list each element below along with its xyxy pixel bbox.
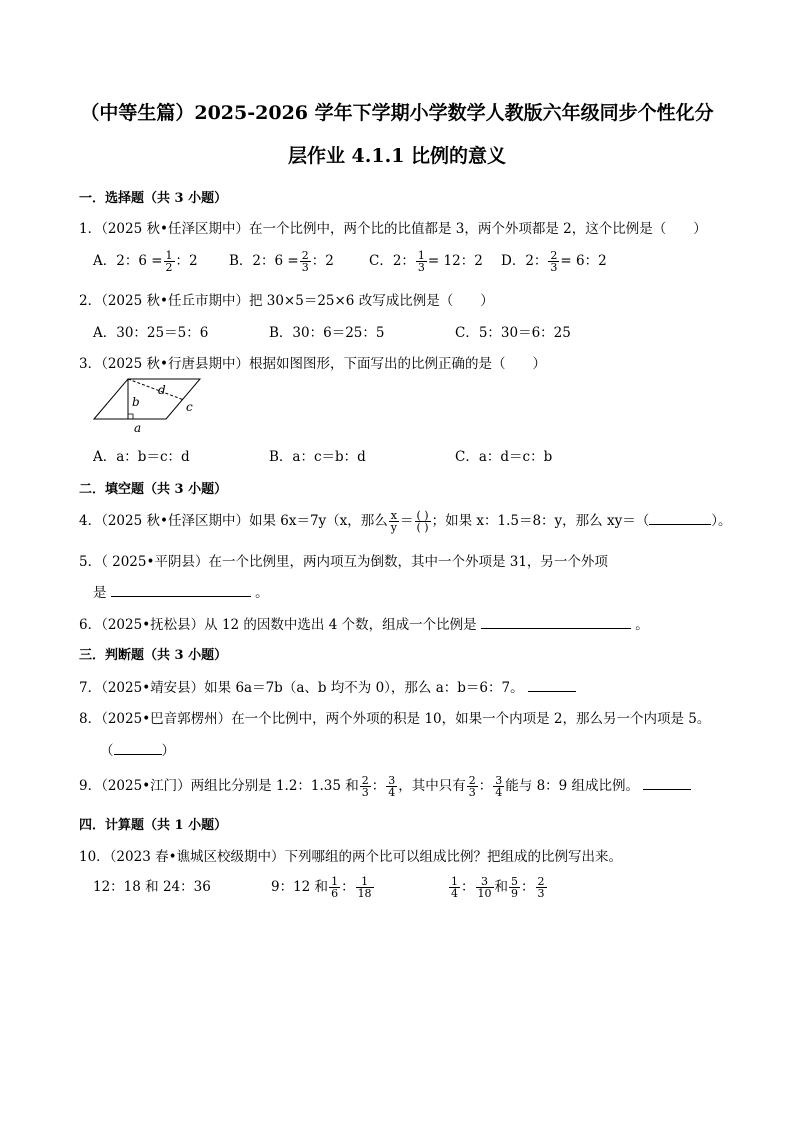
page-title-line-2: 层作业 4.1.1 比例的意义 <box>287 145 507 167</box>
question-3-option-c: C．a：d＝c：b <box>455 449 553 465</box>
fraction: $\frac{2}{3}$ <box>537 875 545 900</box>
fraction: $\frac{2}{3}$ <box>361 774 369 799</box>
question-10-group-2: 9：12 和 $\frac{1}{6}$ ： $\frac{1}{18}$ <box>271 875 372 900</box>
question-1-option-b: B．2：6 = $\frac{2}{3}$ ：2 <box>229 249 334 274</box>
answer-blank[interactable] <box>643 777 691 790</box>
fraction: $\frac{2}{3}$ <box>550 249 558 274</box>
parallelogram-figure <box>92 375 207 435</box>
label-c: c <box>186 400 193 414</box>
fraction: $\frac{1}{2}$ <box>165 249 173 274</box>
fraction: $\frac{1}{18}$ <box>357 875 372 900</box>
question-2-option-b: B．30：6＝25：5 <box>269 325 385 341</box>
question-3-option-a: A．a：b＝c：d <box>93 449 190 465</box>
fraction: $\frac{1}{6}$ <box>331 875 339 900</box>
section-heading-calc: 四．计算题（共 1 小题） <box>79 818 228 833</box>
question-5-line-2: 是 。 <box>93 585 269 601</box>
question-6: 6．（2025•抚松县）从 12 的因数中选出 4 个数，组成一个比例是 。 <box>79 617 649 633</box>
fraction: $\frac{3}{4}$ <box>388 774 396 799</box>
question-1-option-a: A．2：6 = $\frac{1}{2}$ ：2 <box>93 249 198 274</box>
fraction: $\frac{1}{3}$ <box>417 249 425 274</box>
question-10-group-3: $\frac{1}{4}$ ： $\frac{3}{10}$ 和 $\frac{5}{9}$ ： $\frac{2}{3}$ <box>451 875 545 900</box>
question-1-option-c: C．2： $\frac{1}{3}$ = 12：2 <box>369 249 483 274</box>
label-b: b <box>132 395 140 409</box>
fraction: $\frac{2}{3}$ <box>301 249 309 274</box>
question-2-option-a: A．30：25＝5：6 <box>93 325 209 341</box>
fraction: $\frac{1}{4}$ <box>451 875 458 900</box>
question-1-stem: 1．（2025 秋•任泽区期中）在一个比例中，两个比的比值都是 3，两个外项都是 2，这个比例是（ ） <box>79 221 707 237</box>
answer-blank[interactable] <box>114 742 162 755</box>
question-10-stem: 10．（2023 春•谯城区校级期中）下列哪组的两个比可以组成比例？把组成的比例写出来。 <box>79 849 623 865</box>
question-4: 4．（2025 秋•任泽区期中）如果 6x＝7y（x，那么 $\frac{x}{y}$ ＝ $\frac{( )}{( )}$ ；如果 x：1.5＝8：y，那么 xy＝（ ）。 <box>79 509 732 534</box>
question-5-line-1: 5．（ 2025•平阴县）在一个比例里，两内项互为倒数，其中一个外项是 31，另一个外项 <box>79 554 608 570</box>
section-heading-choice: 一．选择题（共 3 小题） <box>79 191 228 206</box>
question-9: 9．（2025•江门）两组比分别是 1.2：1.35 和 $\frac{2}{3}$ ： $\frac{3}{4}$ ，其中只有 $\frac{2}{3}$ ： $\frac{3}{4}$ 能与 8：9 组成比例。 <box>79 774 691 798</box>
question-2-option-c: C．5：30＝6：25 <box>455 325 571 341</box>
question-1-option-d: D．2： $\frac{2}{3}$ = 6：2 <box>501 249 607 274</box>
answer-blank[interactable] <box>649 512 711 525</box>
fraction: $\frac{3}{10}$ <box>477 875 492 900</box>
question-8-line-2: （ ） <box>100 743 175 759</box>
section-heading-fill: 二．填空题（共 3 小题） <box>79 482 228 497</box>
fraction: $\frac{5}{9}$ <box>511 875 518 900</box>
parallelogram-outline <box>94 379 200 419</box>
fraction: $\frac{x}{y}$ <box>390 509 397 534</box>
question-3-stem: 3．（2025 秋•行唐县期中）根据如图图形，下面写出的比例正确的是（ ） <box>79 356 546 372</box>
label-d: d <box>158 383 166 397</box>
fraction: $\frac{2}{3}$ <box>468 774 476 799</box>
question-7: 7．（2025•靖安县）如果 6a＝7b（a、b 均不为 0），那么 a：b＝6：7。 <box>79 676 576 696</box>
fraction: $\frac{( )}{( )}$ <box>416 509 429 534</box>
answer-blank[interactable] <box>481 616 631 629</box>
question-2-stem: 2．（2025 秋•任丘市期中）把 30×5＝25×6 改写成比例是（ ） <box>79 293 494 309</box>
answer-blank[interactable] <box>111 584 251 597</box>
fraction: $\frac{3}{4}$ <box>495 774 503 799</box>
answer-blank[interactable] <box>528 679 576 692</box>
page-title-line-1: （中等生篇）2025-2026 学年下学期小学数学人教版六年级同步个性化分 <box>80 102 714 124</box>
label-a: a <box>134 421 142 435</box>
right-angle-mark <box>128 414 133 419</box>
question-8-line-1: 8．（2025•巴音郭楞州）在一个比例中，两个外项的积是 10，如果一个内项是 2，那么另一个内项是 5。 <box>79 711 711 727</box>
section-heading-judge: 三．判断题（共 3 小题） <box>79 648 228 663</box>
question-10-group-1: 12：18 和 24：36 <box>93 879 211 895</box>
question-3-option-b: B．a：c＝b：d <box>269 449 366 465</box>
